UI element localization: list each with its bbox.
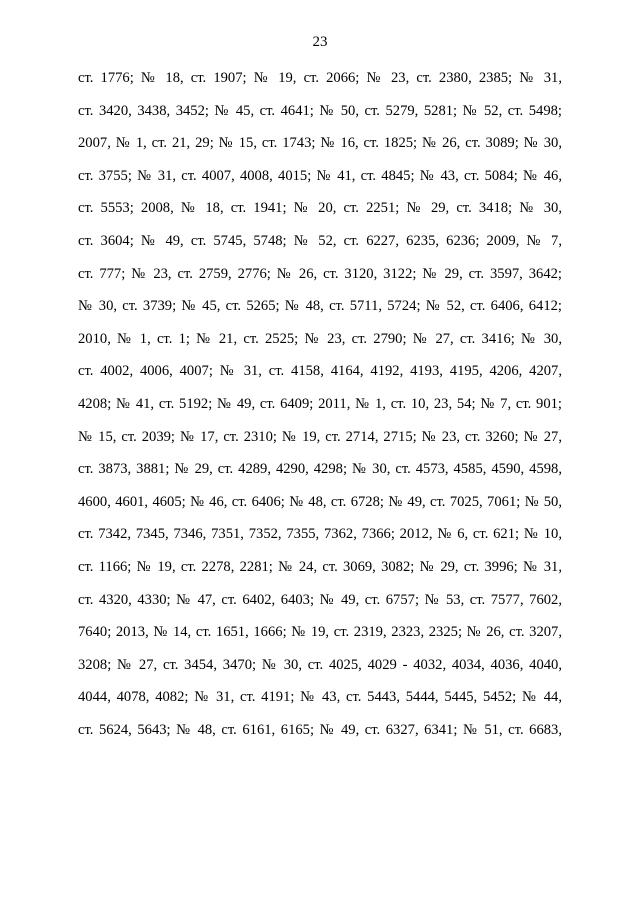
text-line: 4600, 4601, 4605; № 46, ст. 6406; № 48, ст. 6728; № 49, ст. 7025, 7061; № 50,: [78, 493, 562, 510]
text-line: ст. 777; № 23, ст. 2759, 2776; № 26, ст. 3120, 3122; № 29, ст. 3597, 3642;: [78, 265, 562, 282]
text-line: 2007, № 1, ст. 21, 29; № 15, ст. 1743; № 16, ст. 1825; № 26, ст. 3089; № 30,: [78, 135, 562, 152]
text-line: 4044, 4078, 4082; № 31, ст. 4191; № 43, ст. 5443, 5444, 5445, 5452; № 44,: [78, 689, 562, 706]
text-line: 2010, № 1, ст. 1; № 21, ст. 2525; № 23, ст. 2790; № 27, ст. 3416; № 30,: [78, 330, 562, 347]
text-line: ст. 4002, 4006, 4007; № 31, ст. 4158, 4164, 4192, 4193, 4195, 4206, 4207,: [78, 363, 562, 380]
text-line: 4208; № 41, ст. 5192; № 49, ст. 6409; 2011, № 1, ст. 10, 23, 54; № 7, ст. 901;: [78, 395, 562, 412]
text-line: № 15, ст. 2039; № 17, ст. 2310; № 19, ст. 2714, 2715; № 23, ст. 3260; № 27,: [78, 428, 562, 445]
text-line: ст. 3420, 3438, 3452; № 45, ст. 4641; № 50, ст. 5279, 5281; № 52, ст. 5498;: [78, 102, 562, 119]
text-line: ст. 3873, 3881; № 29, ст. 4289, 4290, 4298; № 30, ст. 4573, 4585, 4590, 4598,: [78, 461, 562, 478]
text-line: ст. 7342, 7345, 7346, 7351, 7352, 7355, 7362, 7366; 2012, № 6, ст. 621; № 10,: [78, 526, 562, 543]
page-number: 23: [312, 34, 328, 50]
document-body: [78, 62, 562, 746]
text-line: ст. 3604; № 49, ст. 5745, 5748; № 52, ст. 6227, 6235, 6236; 2009, № 7,: [78, 232, 562, 249]
text-line: ст. 1776; № 18, ст. 1907; № 19, ст. 2066; № 23, ст. 2380, 2385; № 31,: [78, 70, 562, 86]
text-line: № 30, ст. 3739; № 45, ст. 5265; № 48, ст. 5711, 5724; № 52, ст. 6406, 6412;: [78, 298, 562, 315]
text-line: ст. 5553; 2008, № 18, ст. 1941; № 20, ст. 2251; № 29, ст. 3418; № 30,: [78, 200, 562, 217]
text-line: ст. 5624, 5643; № 48, ст. 6161, 6165; № 49, ст. 6327, 6341; № 51, ст. 6683,: [78, 721, 562, 738]
text-line: 3208; № 27, ст. 3454, 3470; № 30, ст. 4025, 4029 - 4032, 4034, 4036, 4040,: [78, 656, 562, 673]
text-line: ст. 1166; № 19, ст. 2278, 2281; № 24, ст. 3069, 3082; № 29, ст. 3996; № 31,: [78, 558, 562, 575]
text-line: ст. 4320, 4330; № 47, ст. 6402, 6403; № 49, ст. 6757; № 53, ст. 7577, 7602,: [78, 591, 562, 608]
text-line: ст. 3755; № 31, ст. 4007, 4008, 4015; № 41, ст. 4845; № 43, ст. 5084; № 46,: [78, 167, 562, 184]
text-line: 7640; 2013, № 14, ст. 1651, 1666; № 19, ст. 2319, 2323, 2325; № 26, ст. 3207,: [78, 624, 562, 641]
